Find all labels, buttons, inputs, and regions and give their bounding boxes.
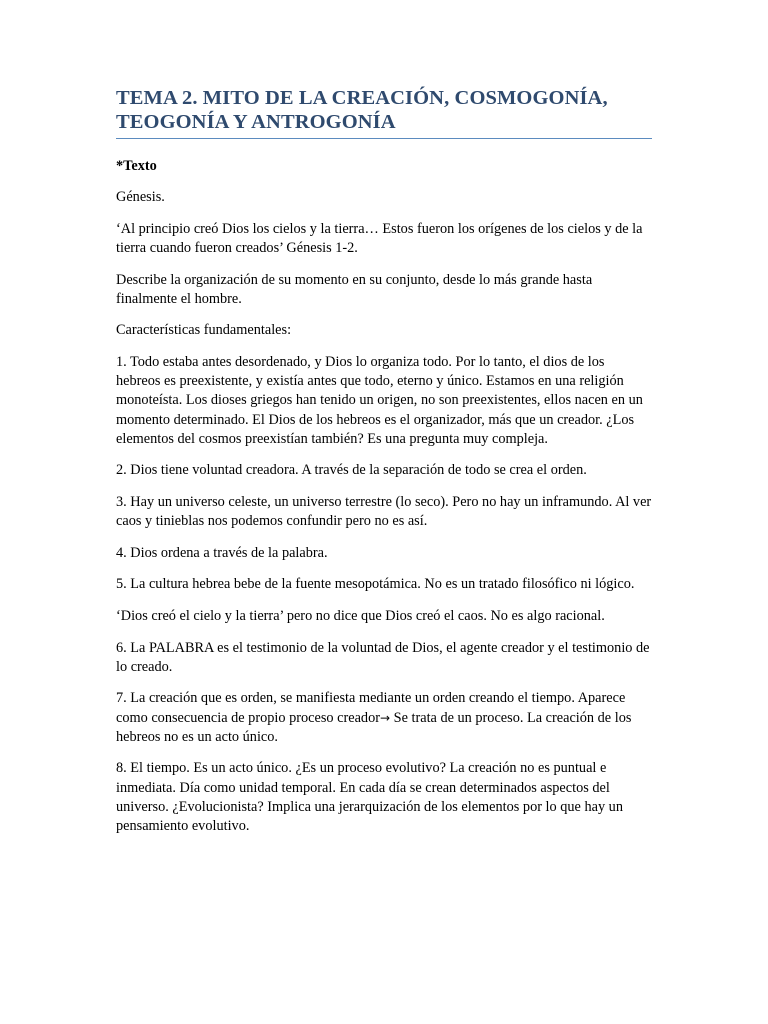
paragraph: 6. La PALABRA es el testimonio de la voluntad de Dios, el agente creador y el testimonio de lo creado. [116,639,650,675]
paragraph-7-text-start: 7. La creación que es orden, se manifiesta mediante un orden creando el tiempo. Aparece como consecuencia de propio proceso creador [116,690,626,726]
section-heading: *Texto [116,158,157,174]
paragraph: Características fundamentales: [116,322,292,339]
document-page [116,86,652,849]
paragraph: ‘Dios creó el cielo y la tierra’ pero no dice que Dios creó el caos. No es algo racional. [116,607,605,624]
document-title: TEMA 2. MITO DE LA CREACIÓN, COSMOGONÍA, TEOGONÍA Y ANTROGONÍA [116,86,652,139]
document-body [116,157,652,836]
paragraph: 1. Todo estaba antes desordenado, y Dios lo organiza todo. Por lo tanto, el dios de los hebreos es preexistente, y existía antes que todo, eterno y único. Estamos en una religión monoteísta. Los dioses griegos han tenido un origen, no son preexistentes, ellos nacen en un momento determinado. El Dios de los hebreos es el organizador, más que un creador. ¿Los elementos del cosmos preexistían también? Es una pregunta muy compleja. [116,353,643,447]
paragraph: 5. La cultura hebrea bebe de la fuente mesopotámica. No es un tratado filosófico ni lógico. [116,576,635,593]
paragraph: 2. Dios tiene voluntad creadora. A través de la separación de todo se crea el orden. [116,462,587,479]
paragraph: 4. Dios ordena a través de la palabra. [116,544,328,561]
paragraph-7-text-end: Se trata de un proceso. La creación de los hebreos no es un acto único. [116,709,632,745]
paragraph: Describe la organización de su momento en su conjunto, desde lo más grande hasta finalmente el hombre. [116,271,593,307]
right-arrow-icon: → [379,710,391,725]
paragraph: Génesis. [116,189,165,206]
paragraph: 3. Hay un universo celeste, un universo terrestre (lo seco). Pero no hay un inframundo. Al ver caos y tinieblas nos podemos confundir pero no es así. [116,493,652,530]
paragraph-8: 8. El tiempo. Es un acto único. ¿Es un proceso evolutivo? La creación no es puntual e inmediata. Día como unidad temporal. En cada día se crean determinados aspectos del universo. ¿Evolucionista? Implica una jerarquización de los elementos por lo que hay un pensamiento evolutivo. [116,760,623,834]
paragraph: ‘Al principio creó Dios los cielos y la tierra… Estos fueron los orígenes de los cielos y de la tierra cuando fueron creados’ Génesis 1-2. [116,220,643,256]
paragraph-7 [116,689,652,747]
